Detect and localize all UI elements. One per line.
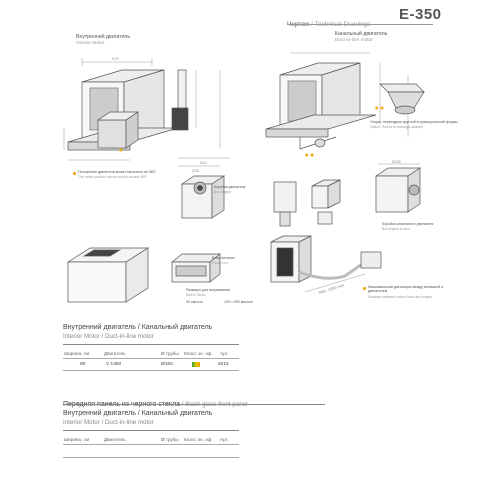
cutout-en: Built in Sizes [186, 293, 206, 297]
s2-col-pipe: Ø трубы [161, 437, 179, 442]
motor-box-ru: Коробка двигателя [214, 185, 246, 189]
section1-title-en: Interior Motor / Duct-in-line motor [63, 333, 154, 340]
cutout-ru: Размеры для встраивания [186, 288, 231, 292]
power-box-en: Power box [212, 261, 229, 265]
s1-row-art: 9215 [218, 362, 229, 367]
section2-title-en: Black glass front panel [185, 401, 248, 408]
duct-run-drawing [265, 232, 415, 312]
dim-970: 970 [112, 56, 119, 61]
header-title [287, 13, 371, 31]
power-box-ru: Блок питания [212, 256, 235, 260]
header-title-en: Technical Drawings [314, 21, 371, 28]
energy-class-icon [192, 362, 200, 367]
size-left: 90 смх/cm [186, 300, 203, 304]
s1-col-energy: Класс эн. эф. [184, 351, 213, 356]
section2-sub-divider [63, 430, 239, 431]
section1-divider [63, 344, 239, 345]
header-rule [287, 24, 433, 25]
section2-title [63, 393, 248, 411]
interior-label-ru: Внутренний двигатель [76, 34, 131, 40]
distance-note-ru: Максимальная дистанция между вытяжкой и двигателем [368, 285, 444, 294]
star-icon [118, 147, 123, 154]
header-title-sep: / [309, 21, 315, 28]
inline-label-ru: Канальный двигатель [335, 31, 388, 37]
inline-motor-parts-drawing [268, 178, 358, 233]
dim-310: 310 [200, 160, 207, 165]
interior-label-en: Interior Motor [76, 41, 105, 46]
section1-title-ru: Внутренний двигатель / Канальный двигатель [63, 324, 213, 331]
adapter-note-ru: Опция: переходник круглой в прямоугольной формы [370, 120, 458, 124]
section2-sub-ru: Внутренний двигатель / Канальный двигатель [63, 410, 213, 417]
rotation-note-en: The motor position can be turned around 360° [78, 175, 148, 179]
distance-bullet-icon [363, 287, 366, 290]
s2-row-rule [63, 457, 239, 458]
dim-150: Ø150 [392, 160, 401, 164]
star-icon-inline: ★★ [304, 153, 315, 159]
adapter-note-en: Option: Round to rectangle adapter [370, 125, 423, 129]
builtin-cabinet-drawing [62, 240, 152, 310]
section2-title-ru: Передняя панель из черного стекла [63, 401, 181, 408]
s1-col-pipe: Ø трубы [161, 351, 179, 356]
s1-row-pipe: Ø150 [161, 362, 173, 367]
svg-text:★★: ★★ [374, 106, 385, 112]
s1-col-motor: Двигатель [104, 351, 126, 356]
s1-row-rule [63, 370, 239, 371]
dim-225: 225 [192, 168, 199, 173]
s1-row-motor: V 1350 [106, 362, 122, 367]
s2-header-rule [63, 444, 239, 445]
motor-box2-ru: Коробка канального двигателя [382, 222, 434, 226]
section2-divider [63, 404, 325, 405]
rotation-note-ru: Положение двигателя может меняться на 360° [78, 170, 157, 174]
rotation-bullet-icon [73, 172, 76, 175]
s2-col-energy: Класс эн. эф. [184, 437, 213, 442]
motor-box-drawing [176, 170, 232, 226]
size-right: 100 х 300 мм/mm [224, 300, 253, 304]
model-number: E-350 [399, 6, 442, 23]
interior-motor-drawing [60, 48, 260, 183]
inline-label-en: Duct-in-line motor [335, 38, 373, 43]
distance-note-en: Distance between cooker hood and engine [368, 295, 433, 299]
motor-box2-en: Box engine in duct [382, 227, 410, 231]
s1-col-width: Ширина, см [64, 351, 89, 356]
s1-col-art: Арт. [220, 351, 229, 356]
s2-col-art: Арт. [220, 437, 229, 442]
section2-title-sep: / [180, 401, 186, 408]
inline-motor-box-drawing [368, 160, 438, 222]
s1-row-width: 90 [80, 362, 86, 367]
header-title-ru: Чертеж [287, 21, 310, 28]
duct-length: Max. 1000 mm [317, 282, 345, 295]
motor-box-en: Box engine [214, 190, 231, 194]
s1-header-rule [63, 358, 239, 359]
adapter-drawing [370, 78, 430, 118]
svg-text:★: ★ [118, 148, 124, 154]
s2-col-motor: Двигатель [104, 437, 126, 442]
section2-sub-en: Interior Motor / Duct-in-line motor [63, 419, 154, 426]
s2-col-width: Ширина, см [64, 437, 89, 442]
